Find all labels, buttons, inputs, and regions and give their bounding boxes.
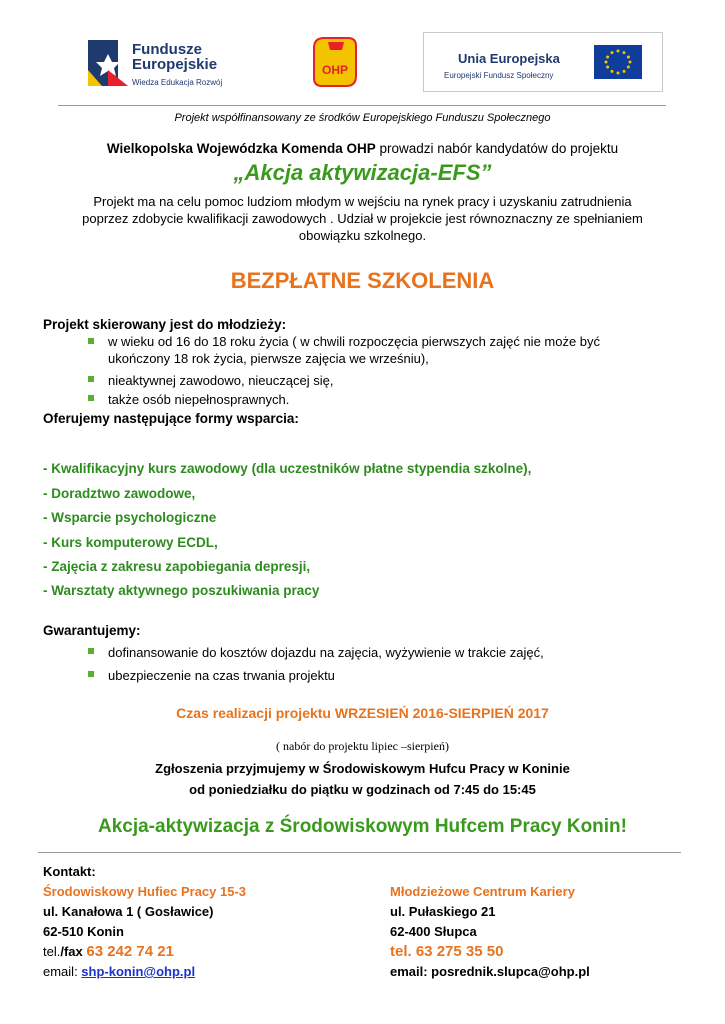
contact-left-email-line: email: shp-konin@ohp.pl	[43, 964, 196, 979]
fe-star-icon	[88, 40, 128, 86]
contact-right-phone: tel. 63 275 35 50	[390, 943, 504, 960]
intro-rest: prowadzi nabór kandydatów do projektu	[375, 141, 619, 156]
bullet-icon	[88, 376, 94, 382]
ue-logo-subtitle: Europejski Fundusz Społeczny	[444, 71, 554, 80]
ohp-logo	[308, 34, 360, 90]
contact-right	[390, 882, 590, 982]
support-item: - Doradztwo zawodowe,	[43, 486, 196, 501]
contact-heading: Kontakt:	[43, 864, 96, 879]
guarantee-item: ubezpieczenie na czas trwania projektu	[108, 668, 335, 683]
project-description: Projekt ma na celu pomoc ludziom młodym w wejściu na rynek pracy i uzyskaniu zatrudnienia poprzez zdobycie kwalifikacji zawodowych . Udział w projekcie jest równoznaczny ze spełnianiem obowiązku szkolnego.	[82, 194, 643, 243]
guarantee-heading: Gwarantujemy:	[43, 623, 141, 638]
support-item: - Kwalifikacyjny kurs zawodowy (dla uczestników płatne stypendia szkolne),	[43, 461, 532, 476]
contact-left	[43, 862, 246, 982]
slogan: Akcja-aktywizacja z Środowiskowym Hufcem Pracy Konin!	[97, 816, 627, 837]
guarantee-item: dofinansowanie do kosztów dojazdu na zajęcia, wyżywienie w trakcie zajęć,	[108, 645, 544, 660]
bullet-icon	[88, 648, 94, 654]
bullet-icon	[88, 338, 94, 344]
bullet-icon	[88, 395, 94, 401]
support-item: - Wsparcie psychologiczne	[43, 510, 217, 525]
support-item: - Warsztaty aktywnego poszukiwania pracy	[43, 583, 320, 598]
contact-left-street: ul. Kanałowa 1 ( Gosławice)	[43, 904, 214, 919]
contact-left-email-link[interactable]: shp-konin@ohp.pl	[81, 964, 196, 979]
header-divider	[58, 105, 666, 106]
fe-logo-subtitle: Wiedza Edukacja Rozwój	[132, 78, 223, 87]
fundusze-europejskie-logo	[80, 26, 254, 100]
fe-logo-text: Fundusze Europejskie	[132, 41, 218, 73]
contact-right-city: 62-400 Słupca	[390, 924, 477, 939]
support-item: - Kurs komputerowy ECDL,	[43, 535, 218, 550]
contact-right-email: email: posrednik.slupca@ohp.pl	[390, 964, 590, 979]
intro-organization: Wielkopolska Wojewódzka Komenda OHP	[106, 141, 376, 156]
contact-right-street: ul. Pułaskiego 21	[390, 904, 496, 919]
project-title: „Akcja aktywizacja-EFS”	[233, 160, 492, 185]
ohp-logo-icon	[308, 34, 360, 90]
contact-right-name: Młodzieżowe Centrum Kariery	[390, 884, 575, 899]
svg-text:OHP: OHP	[321, 63, 349, 77]
unia-europejska-logo	[423, 32, 663, 92]
cofinancing-note: Projekt współfinansowany ze środków Europejskiego Funduszu Społecznego	[174, 112, 551, 124]
support-heading: Oferujemy następujące formy wsparcia:	[43, 411, 299, 426]
support-item: - Zajęcia z zakresu zapobiegania depresji,	[43, 559, 311, 574]
contact-left-city: 62-510 Konin	[43, 924, 124, 939]
office-hours: od poniedziałku do piątku w godzinach od 7:45 do 15:45	[189, 782, 536, 797]
target-item: w wieku od 16 do 18 roku życia ( w chwili rozpoczęcia pierwszych zajęć nie może być ukończony 18 rok życia, pierwsze zajęcia we wrześniu),	[108, 334, 601, 366]
contact-left-phone-line: tel./fax 63 242 74 21	[43, 943, 174, 960]
logo-bar	[58, 26, 666, 110]
applications-info: Zgłoszenia przyjmujemy w Środowiskowym Hufcu Pracy w Koninie	[155, 761, 570, 776]
eu-flag-icon	[594, 45, 642, 79]
target-item: nieaktywnej zawodowo, nieuczącej się,	[108, 373, 334, 388]
target-item: także osób niepełnosprawnych.	[108, 392, 290, 407]
recruitment-note: ( nabór do projektu lipiec –sierpień)	[276, 739, 449, 753]
intro-line	[0, 141, 725, 156]
project-period: Czas realizacji projektu WRZESIEŃ 2016-SIERPIEŃ 2017	[176, 705, 549, 721]
contact-left-phone: 63 242 74 21	[86, 943, 174, 960]
bullet-icon	[88, 671, 94, 677]
target-heading: Projekt skierowany jest do młodzieży:	[43, 317, 287, 332]
footer-divider	[38, 852, 681, 853]
ue-logo-title: Unia Europejska	[458, 51, 560, 66]
free-training-heading: BEZPŁATNE SZKOLENIA	[230, 268, 495, 293]
contact-left-name: Środowiskowy Hufiec Pracy 15-3	[43, 884, 247, 899]
